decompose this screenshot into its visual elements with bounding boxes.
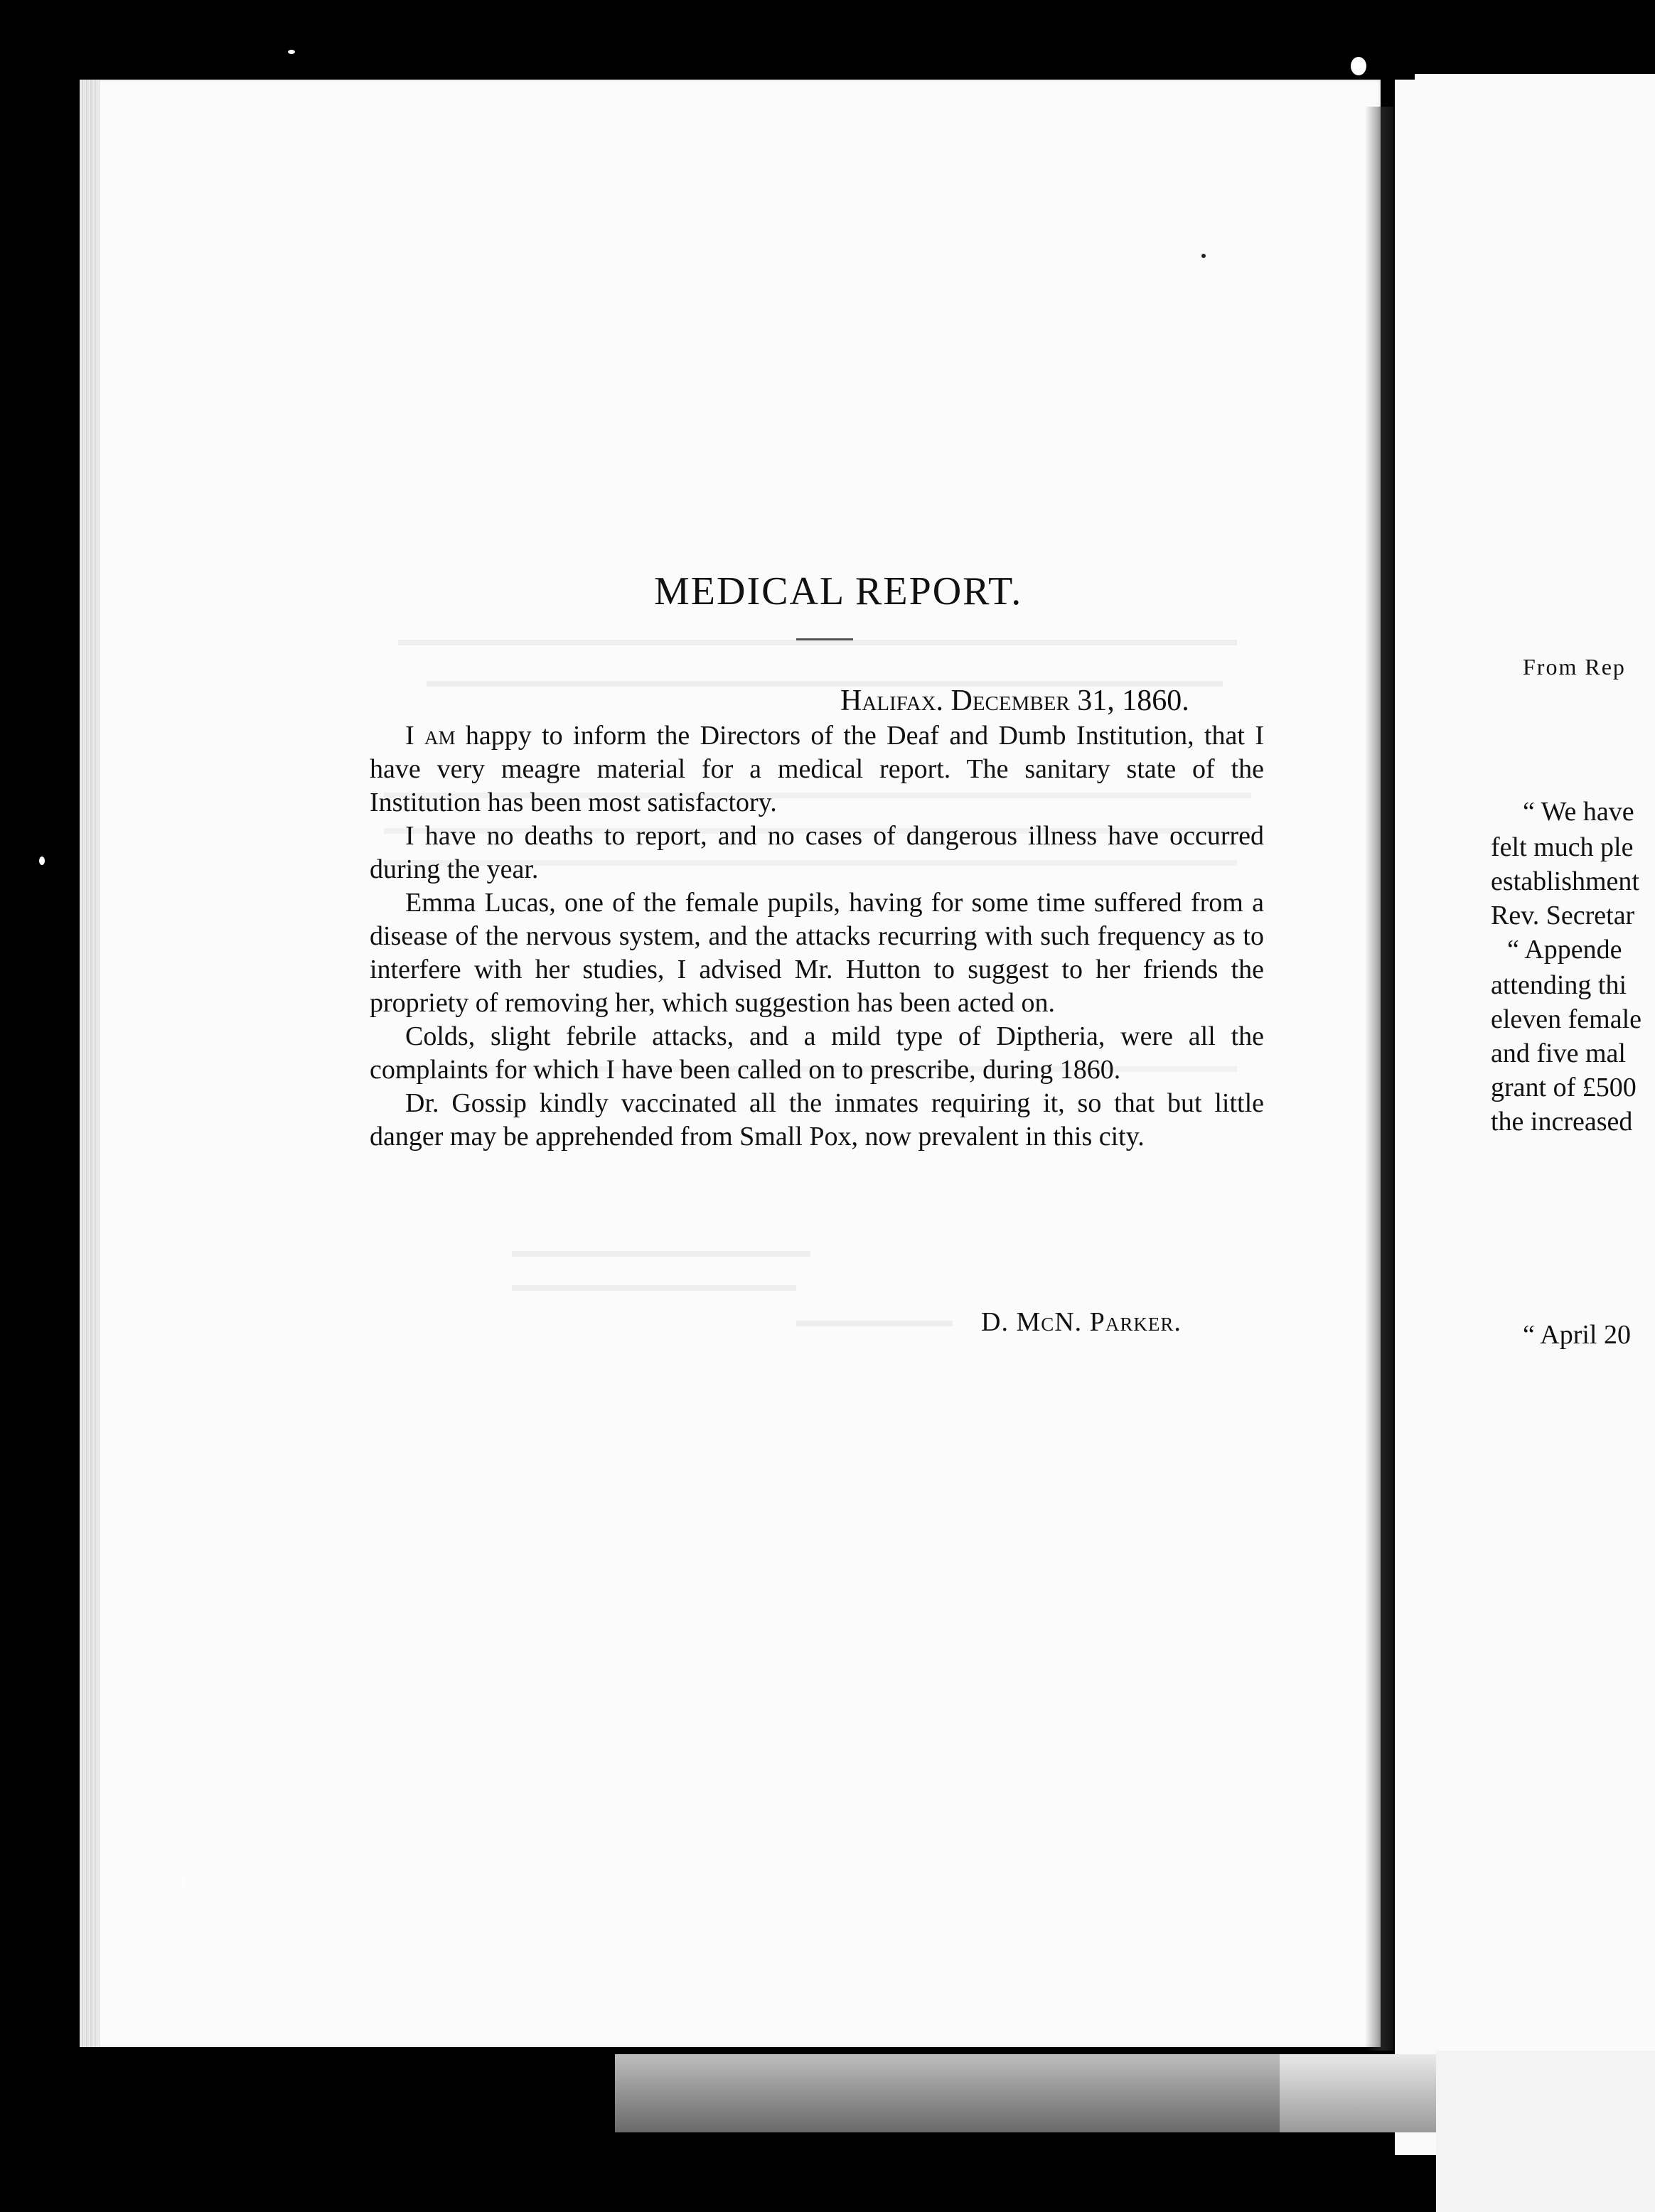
right-page-line: the increased <box>1491 1107 1633 1137</box>
dateline <box>840 684 1189 718</box>
right-page-line: “ We have <box>1523 797 1634 827</box>
right-page <box>1395 80 1655 2155</box>
paragraph <box>370 719 1264 820</box>
gutter-shadow <box>1365 107 1393 2051</box>
book-bottom-edge-light <box>1280 2054 1450 2132</box>
right-page-bottom <box>1436 2051 1655 2212</box>
paragraph <box>370 1087 1264 1154</box>
paragraph-text: happy to inform the Directors of the Deaf and Dumb Institution, that I have very meagre material for a medical report. The sanitary state of the Institution has been most satisfactory. <box>370 721 1264 817</box>
dust-speck <box>288 50 295 54</box>
page-title: MEDICAL REPORT. <box>654 569 1023 613</box>
dateline-text: Halifax. December 31, 1860. <box>840 684 1189 717</box>
paragraph-text: Dr. Gossip kindly vaccinated all the inmates requiring it, so that but little danger may be apprehended from Small Pox, now prevalent in this city. <box>370 1088 1264 1151</box>
dust-speck <box>1351 57 1366 75</box>
right-page-line: felt much ple <box>1491 832 1634 862</box>
title-rule <box>796 638 853 640</box>
right-page-line: eleven female <box>1491 1004 1642 1034</box>
right-page-line: grant of £500 <box>1491 1073 1637 1102</box>
dust-speck <box>39 857 45 865</box>
paragraph-text: I have no deaths to report, and no cases of dangerous illness have occurred during the year. <box>370 821 1264 884</box>
right-page-line: establishment <box>1491 866 1639 896</box>
paragraph-text: Emma Lucas, one of the female pupils, having for some time suffered from a disease of the nervous system, and the attacks recurring with such frequency as to interfere with her studies, I advised Mr. Hutton to suggest to her friends the propriety of removing her, which suggestion has been acted on. <box>370 888 1264 1018</box>
signature-text: D. McN. Parker. <box>981 1307 1182 1337</box>
right-page-line: “ April 20 <box>1523 1320 1631 1350</box>
paragraph <box>370 1020 1264 1087</box>
report-body <box>370 719 1264 1154</box>
page-edge-stack <box>80 80 100 2047</box>
right-page-line: Rev. Secretar <box>1491 901 1635 930</box>
dust-speck <box>1201 254 1206 258</box>
right-page-heading: From Rep <box>1523 654 1626 680</box>
paragraph-text: Colds, slight febrile attacks, and a mild type of Diptheria, were all the complaints for which I have been called on to prescribe, during 1860. <box>370 1021 1264 1085</box>
paragraph <box>370 886 1264 1020</box>
signature <box>981 1306 1182 1338</box>
paragraph-lead: I am <box>405 721 456 751</box>
right-page-line: and five mal <box>1491 1038 1626 1068</box>
right-page-line: “ Appende <box>1507 935 1622 965</box>
dust-speck <box>181 1877 185 1888</box>
right-page-line: attending thi <box>1491 970 1627 1000</box>
paragraph <box>370 820 1264 886</box>
